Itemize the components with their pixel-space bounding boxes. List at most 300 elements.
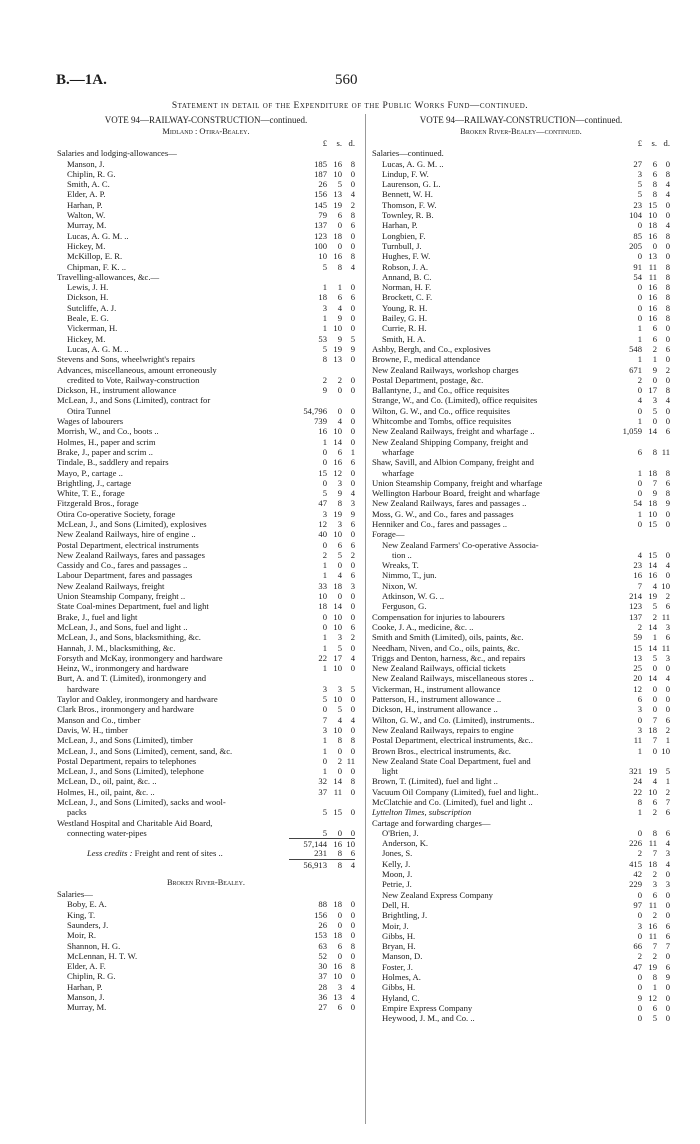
entry-label: Lindup, F. W. xyxy=(382,168,429,179)
entry-label: Davis, W. H., timber xyxy=(57,724,128,735)
ledger-row xyxy=(372,818,670,828)
ledger-row xyxy=(57,725,355,735)
amount-pounds xyxy=(289,148,327,158)
ledger-row xyxy=(372,468,670,478)
ledger-row xyxy=(372,169,670,179)
ledger-row xyxy=(372,262,670,272)
amount-pounds: 15 xyxy=(318,467,327,478)
amount-shillings: 13 xyxy=(333,992,342,1003)
entry-label: Heywood, J. M., and Co. .. xyxy=(382,1013,475,1024)
amount-pence: 8 xyxy=(665,302,670,313)
amount-shillings: 3 xyxy=(337,683,342,694)
amount-pence: 2 xyxy=(665,724,670,735)
ledger-row xyxy=(57,365,355,375)
amount-pence: 0 xyxy=(665,683,670,694)
amount-shillings: 0 xyxy=(337,220,342,231)
amount-pounds: 0 xyxy=(322,755,327,766)
amount-pence: 0 xyxy=(665,899,670,910)
amount-pence: 1 xyxy=(665,735,670,746)
entry-label: Brightling, J., cartage xyxy=(57,477,132,488)
entry-label: McLean, J., and Sons (Limited), sacks and wool- xyxy=(57,797,226,807)
amount-pounds: 33 xyxy=(318,580,327,591)
subtotal-pence: 10 xyxy=(342,838,355,848)
amount-shillings xyxy=(327,272,342,282)
entry-label: Jones, S. xyxy=(382,848,413,859)
amount-shillings: 14 xyxy=(648,673,657,684)
entry-label: New Zealand Railways, workshop charges xyxy=(372,364,519,375)
amount-pounds: 32 xyxy=(318,776,327,787)
amount-pence: 10 xyxy=(661,580,670,591)
ledger-row xyxy=(372,560,670,570)
amount-pounds: 187 xyxy=(314,168,327,179)
amount-shillings: 1 xyxy=(652,632,657,643)
amount-shillings xyxy=(642,437,657,447)
amount-pence xyxy=(657,437,670,447)
amount-shillings: 10 xyxy=(333,611,342,622)
amount-shillings: 9 xyxy=(652,488,657,499)
entry-label: Wages of labourers xyxy=(57,416,124,427)
amount-shillings: 0 xyxy=(652,240,657,251)
amount-shillings: 2 xyxy=(652,910,657,921)
amount-shillings: 13 xyxy=(648,251,657,262)
net-pence: 4 xyxy=(342,859,355,869)
ledger-row xyxy=(372,282,670,292)
amount-shillings: 0 xyxy=(337,827,342,838)
amount-pence: 2 xyxy=(350,549,355,560)
amount-shillings: 3 xyxy=(337,477,342,488)
ledger-row xyxy=(372,395,670,405)
entry-label: Henniker and Co., fares and passages .. xyxy=(372,518,508,529)
amount-shillings: 18 xyxy=(648,498,657,509)
amount-pounds: 156 xyxy=(314,189,327,200)
entry-label: Petrie, J. xyxy=(382,879,412,890)
amount-pence: 0 xyxy=(350,694,355,705)
entry-label: Hyland, C. xyxy=(382,992,420,1003)
amount-pence: 0 xyxy=(350,642,355,653)
pounds-header: £ xyxy=(637,138,642,148)
ledger-row xyxy=(57,540,355,550)
amount-shillings: 10 xyxy=(333,663,342,674)
ledger-row xyxy=(372,509,670,519)
amount-pounds: 0 xyxy=(637,488,642,499)
amount-pounds: 10 xyxy=(318,591,327,602)
amount-shillings xyxy=(642,457,657,467)
amount-shillings xyxy=(642,756,657,766)
ledger-row xyxy=(57,704,355,714)
entry-label: Murray, M. xyxy=(67,220,107,231)
amount-pounds: 1 xyxy=(637,323,642,334)
amount-shillings: 6 xyxy=(337,292,342,303)
left-vote-heading: VOTE 94—RAILWAY-CONSTRUCTION—continued. xyxy=(104,115,308,125)
amount-pence: 0 xyxy=(350,467,355,478)
amount-pounds: 42 xyxy=(633,869,642,880)
amount-shillings: 14 xyxy=(648,621,657,632)
amount-pounds: 229 xyxy=(629,879,642,890)
entry-label: Nixon, W. xyxy=(382,580,418,591)
amount-shillings: 4 xyxy=(337,416,342,427)
entry-label: Annand, B. C. xyxy=(382,271,432,282)
amount-pounds: 13 xyxy=(633,652,642,663)
amount-pence xyxy=(342,272,355,282)
entry-label: Saunders, J. xyxy=(67,919,109,930)
amount-shillings: 0 xyxy=(652,663,657,674)
entry-label: O'Brien, J. xyxy=(382,827,419,838)
entry-label: Holmes, H., oil, paint, &c. .. xyxy=(57,786,155,797)
entry-label: Advances, miscellaneous, amount erroneously xyxy=(57,364,217,375)
amount-pounds: 26 xyxy=(318,179,327,190)
shillings-header: s. xyxy=(651,138,657,148)
ledger-row xyxy=(57,375,355,385)
amount-shillings xyxy=(327,797,342,807)
amount-shillings: 18 xyxy=(648,858,657,869)
amount-pounds: 1 xyxy=(322,313,327,324)
amount-pounds: 0 xyxy=(637,827,642,838)
amount-shillings: 10 xyxy=(648,210,657,221)
amount-shillings: 5 xyxy=(337,704,342,715)
entry-label: New Zealand Railways, repairs to engine xyxy=(372,724,514,735)
entry-label: Townley, R. B. xyxy=(382,210,434,221)
ledger-row xyxy=(372,931,670,941)
amount-pounds: 59 xyxy=(633,632,642,643)
entry-label: Dickson, H., instrument allowance xyxy=(57,385,177,396)
amount-shillings: 16 xyxy=(648,292,657,303)
ledger-row xyxy=(57,653,355,663)
pounds-header: £ xyxy=(322,138,327,148)
amount-pounds: 7 xyxy=(637,580,642,591)
less-pence: 6 xyxy=(350,848,355,859)
amount-pence: 0 xyxy=(350,374,355,385)
amount-shillings: 0 xyxy=(652,374,657,385)
ledger-row xyxy=(57,437,355,447)
amount-pence xyxy=(657,818,670,828)
ledger-row xyxy=(57,612,355,622)
entry-label: McLean, J., and Sons, fuel and light .. xyxy=(57,621,188,632)
entry-label: Moon, J. xyxy=(382,869,413,880)
entry-label: Lyttelton Times, subscription xyxy=(372,807,472,818)
entry-label: connecting water-pipes xyxy=(67,827,147,838)
amount-pence: 0 xyxy=(350,1002,355,1013)
amount-pence: 8 xyxy=(350,735,355,746)
entry-label: Vickerman, H. xyxy=(67,323,118,334)
entry-label: Foster, J. xyxy=(382,961,413,972)
ledger-row xyxy=(372,900,670,910)
amount-pounds: 20 xyxy=(633,673,642,684)
amount-pence xyxy=(342,673,355,683)
ledger-row xyxy=(372,416,670,426)
amount-pence xyxy=(657,529,670,539)
amount-shillings: 7 xyxy=(652,941,657,952)
amount-pence: 0 xyxy=(350,230,355,241)
amount-shillings: 0 xyxy=(652,745,657,756)
amount-shillings: 19 xyxy=(333,343,342,354)
amount-shillings: 9 xyxy=(337,313,342,324)
amount-pounds: 0 xyxy=(637,251,642,262)
amount-pence: 7 xyxy=(665,941,670,952)
ledger-row xyxy=(372,787,670,797)
entry-label: Holmes, H., paper and scrim xyxy=(57,436,156,447)
amount-pence: 9 xyxy=(665,972,670,983)
amount-pence: 8 xyxy=(350,251,355,262)
amount-shillings: 16 xyxy=(648,230,657,241)
ledger-row xyxy=(57,1002,355,1012)
pence-header: d. xyxy=(663,138,670,148)
amount-shillings: 5 xyxy=(337,549,342,560)
entry-label: Dickson, H., instrument allowance .. xyxy=(372,704,498,715)
amount-shillings: 0 xyxy=(652,683,657,694)
amount-pence: 0 xyxy=(665,992,670,1003)
amount-pence: 3 xyxy=(350,580,355,591)
left-section-heading: Midland : Otira-Bealey. xyxy=(162,127,250,136)
amount-pounds: 2 xyxy=(637,374,642,385)
amount-shillings: 11 xyxy=(648,930,657,941)
amount-pence xyxy=(657,148,670,158)
entry-label: Hughes, F. W. xyxy=(382,251,431,262)
amount-pounds: 2 xyxy=(637,621,642,632)
amount-pounds xyxy=(289,673,327,683)
ledger-row xyxy=(57,818,355,828)
ledger-row xyxy=(57,807,355,817)
amount-pence: 6 xyxy=(350,220,355,231)
amount-pence: 11 xyxy=(661,642,670,653)
amount-pounds: 9 xyxy=(322,385,327,396)
ledger-row xyxy=(372,550,670,560)
ledger-row xyxy=(57,468,355,478)
amount-shillings: 4 xyxy=(652,776,657,787)
entry-label: Dickson, H. xyxy=(67,292,109,303)
amount-pounds: 97 xyxy=(633,899,642,910)
amount-pence: 0 xyxy=(350,323,355,334)
amount-shillings: 8 xyxy=(652,446,657,457)
ledger-row xyxy=(372,179,670,189)
amount-pounds: 54 xyxy=(633,498,642,509)
entry-label: Brightling, J. xyxy=(382,910,428,921)
ledger-row xyxy=(372,910,670,920)
amount-shillings: 0 xyxy=(337,560,342,571)
amount-pounds: 3 xyxy=(637,920,642,931)
amount-pence: 0 xyxy=(350,930,355,941)
amount-shillings: 6 xyxy=(337,539,342,550)
ledger-row xyxy=(372,673,670,683)
entry-label: Smith and Smith (Limited), oils, paints, &c. xyxy=(372,632,524,643)
entry-label: Salaries— xyxy=(57,889,93,900)
amount-shillings: 15 xyxy=(333,807,342,818)
amount-pence: 0 xyxy=(350,302,355,313)
ledger-row xyxy=(372,622,670,632)
amount-pounds xyxy=(289,889,327,899)
amount-pounds: 3 xyxy=(322,683,327,694)
amount-shillings xyxy=(642,540,657,550)
ledger-row xyxy=(372,653,670,663)
amount-pounds: 2 xyxy=(637,848,642,859)
amount-shillings: 16 xyxy=(333,457,342,468)
ledger-row xyxy=(372,313,670,323)
amount-shillings: 0 xyxy=(337,385,342,396)
amount-pounds: 104 xyxy=(629,210,642,221)
amount-pence: 0 xyxy=(350,745,355,756)
amount-shillings: 5 xyxy=(337,179,342,190)
amount-pounds: 1 xyxy=(637,354,642,365)
ledger-row xyxy=(57,313,355,323)
entry-label: Nimmo, T., jun. xyxy=(382,570,437,581)
amount-shillings: 3 xyxy=(337,981,342,992)
amount-pence: 2 xyxy=(350,199,355,210)
entry-label: New Zealand Railways, fares and passages .. xyxy=(372,498,527,509)
amount-pence: 0 xyxy=(350,179,355,190)
ledger-row xyxy=(372,941,670,951)
amount-pounds: 1 xyxy=(637,333,642,344)
amount-shillings: 0 xyxy=(337,240,342,251)
amount-pence: 0 xyxy=(350,529,355,540)
ledger-row xyxy=(372,426,670,436)
amount-pounds: 0 xyxy=(322,457,327,468)
amount-pounds: 5 xyxy=(322,694,327,705)
amount-shillings xyxy=(642,818,657,828)
left-subtotal-row xyxy=(57,838,355,848)
net-pounds: 56,913 xyxy=(289,859,327,869)
entry-label: Postal Department, postage, &c. xyxy=(372,374,484,385)
amount-shillings: 12 xyxy=(648,992,657,1003)
amount-pounds: 0 xyxy=(637,313,642,324)
amount-pence: 6 xyxy=(350,292,355,303)
amount-pence: 6 xyxy=(350,570,355,581)
amount-pounds xyxy=(289,797,327,807)
amount-pence: 0 xyxy=(350,313,355,324)
amount-pence: 6 xyxy=(665,714,670,725)
ledger-row xyxy=(372,570,670,580)
amount-pence: 0 xyxy=(350,766,355,777)
amount-pounds: 0 xyxy=(637,385,642,396)
amount-pence: 4 xyxy=(665,220,670,231)
amount-shillings: 8 xyxy=(652,827,657,838)
amount-pounds: 4 xyxy=(637,395,642,406)
amount-pounds: 1 xyxy=(637,745,642,756)
entry-label: McLean, D., oil, paint, &c. .. xyxy=(57,776,157,787)
entry-label: Salaries—continued. xyxy=(372,148,444,159)
ledger-row xyxy=(372,972,670,982)
entry-label: Clark Bros., ironmongery and hardware xyxy=(57,704,194,715)
amount-pounds: 1 xyxy=(322,282,327,293)
amount-pence: 1 xyxy=(350,446,355,457)
ledger-row xyxy=(372,498,670,508)
amount-shillings: 6 xyxy=(652,323,657,334)
entry-label: Brown, T. (Limited), fuel and light .. xyxy=(372,776,498,787)
amount-pence: 0 xyxy=(665,240,670,251)
amount-pounds: 40 xyxy=(318,529,327,540)
ledger-row xyxy=(57,406,355,416)
entry-label: Ferguson, G. xyxy=(382,601,427,612)
amount-shillings: 8 xyxy=(652,972,657,983)
entry-label: New Zealand State Coal Department, fuel and xyxy=(372,755,531,766)
ledger-row xyxy=(57,889,355,899)
amount-shillings: 18 xyxy=(333,899,342,910)
ledger-row xyxy=(372,251,670,261)
amount-shillings: 11 xyxy=(648,899,657,910)
amount-pence: 11 xyxy=(661,611,670,622)
amount-pounds: 0 xyxy=(637,714,642,725)
ledger-row xyxy=(372,478,670,488)
amount-pounds: 0 xyxy=(637,518,642,529)
amount-pounds: 23 xyxy=(633,560,642,571)
ledger-row xyxy=(372,406,670,416)
column-divider xyxy=(365,114,366,1124)
amount-pounds: 3 xyxy=(637,724,642,735)
amount-shillings: 0 xyxy=(337,766,342,777)
amount-pence: 4 xyxy=(665,838,670,849)
ledger-row xyxy=(372,447,670,457)
amount-pounds xyxy=(604,457,642,467)
amount-pence: 4 xyxy=(665,673,670,684)
entry-label: New Zealand Railways, hire of engine .. xyxy=(57,529,196,540)
amount-pence: 6 xyxy=(665,961,670,972)
entry-label: Harhan, P. xyxy=(382,220,418,231)
entry-label: New Zealand Shipping Company, freight and xyxy=(372,436,529,447)
amount-pence: 4 xyxy=(665,179,670,190)
amount-pounds: 123 xyxy=(629,601,642,612)
entry-label: Taylor and Oakley, ironmongery and hardware xyxy=(57,694,218,705)
ledger-row xyxy=(57,251,355,261)
amount-pence: 1 xyxy=(665,776,670,787)
amount-pence: 3 xyxy=(665,848,670,859)
amount-pence: 7 xyxy=(665,797,670,807)
amount-shillings: 15 xyxy=(648,518,657,529)
amount-pounds: 6 xyxy=(637,446,642,457)
entry-label: Vickerman, H., instrument allowance xyxy=(372,683,501,694)
entry-label: Harhan, P. xyxy=(67,981,103,992)
entry-label: Manson, D. xyxy=(382,951,423,962)
amount-pounds: 123 xyxy=(314,230,327,241)
amount-pence: 8 xyxy=(665,292,670,303)
ledger-row xyxy=(57,231,355,241)
amount-pence: 9 xyxy=(665,498,670,509)
amount-pence: 6 xyxy=(665,426,670,437)
amount-shillings: 4 xyxy=(337,570,342,581)
amount-pence: 0 xyxy=(665,1002,670,1013)
amount-pence: 4 xyxy=(350,488,355,499)
amount-pence: 0 xyxy=(350,385,355,396)
entry-label: Salaries and lodging-allowances— xyxy=(57,148,177,159)
entry-label: McLennan, H. T. W. xyxy=(67,950,138,961)
amount-shillings: 3 xyxy=(652,879,657,890)
amount-pence xyxy=(342,395,355,405)
amount-pounds: 0 xyxy=(637,405,642,416)
amount-pence: 0 xyxy=(665,333,670,344)
entry-label: Compensation for injuries to labourers xyxy=(372,611,505,622)
entry-label: Elder, A. F. xyxy=(67,961,106,972)
amount-pence: 11 xyxy=(661,446,670,457)
ledger-row xyxy=(57,200,355,210)
amount-shillings: 0 xyxy=(337,745,342,756)
left-currency-header xyxy=(57,138,355,148)
amount-shillings: 15 xyxy=(648,199,657,210)
amount-pence: 2 xyxy=(665,591,670,602)
entry-label: Browne, F., medical attendance xyxy=(372,354,481,365)
ledger-row xyxy=(372,1013,670,1023)
amount-pounds: 52 xyxy=(318,950,327,961)
entry-label: Holmes, A. xyxy=(382,972,421,983)
ledger-row xyxy=(57,971,355,981)
amount-pence: 0 xyxy=(665,210,670,221)
entry-label: McLean, J., and Sons (Limited), contract for xyxy=(57,395,211,406)
left-ledger xyxy=(57,148,355,838)
ledger-row xyxy=(372,684,670,694)
entry-label: McLean, J., and Sons (Limited), telephone xyxy=(57,766,204,777)
entry-label: New Zealand Railways, freight xyxy=(57,580,165,591)
amount-pounds: 5 xyxy=(322,261,327,272)
amount-shillings xyxy=(327,148,342,158)
amount-shillings: 6 xyxy=(337,1002,342,1013)
amount-pence: 0 xyxy=(350,240,355,251)
ledger-row xyxy=(57,385,355,395)
